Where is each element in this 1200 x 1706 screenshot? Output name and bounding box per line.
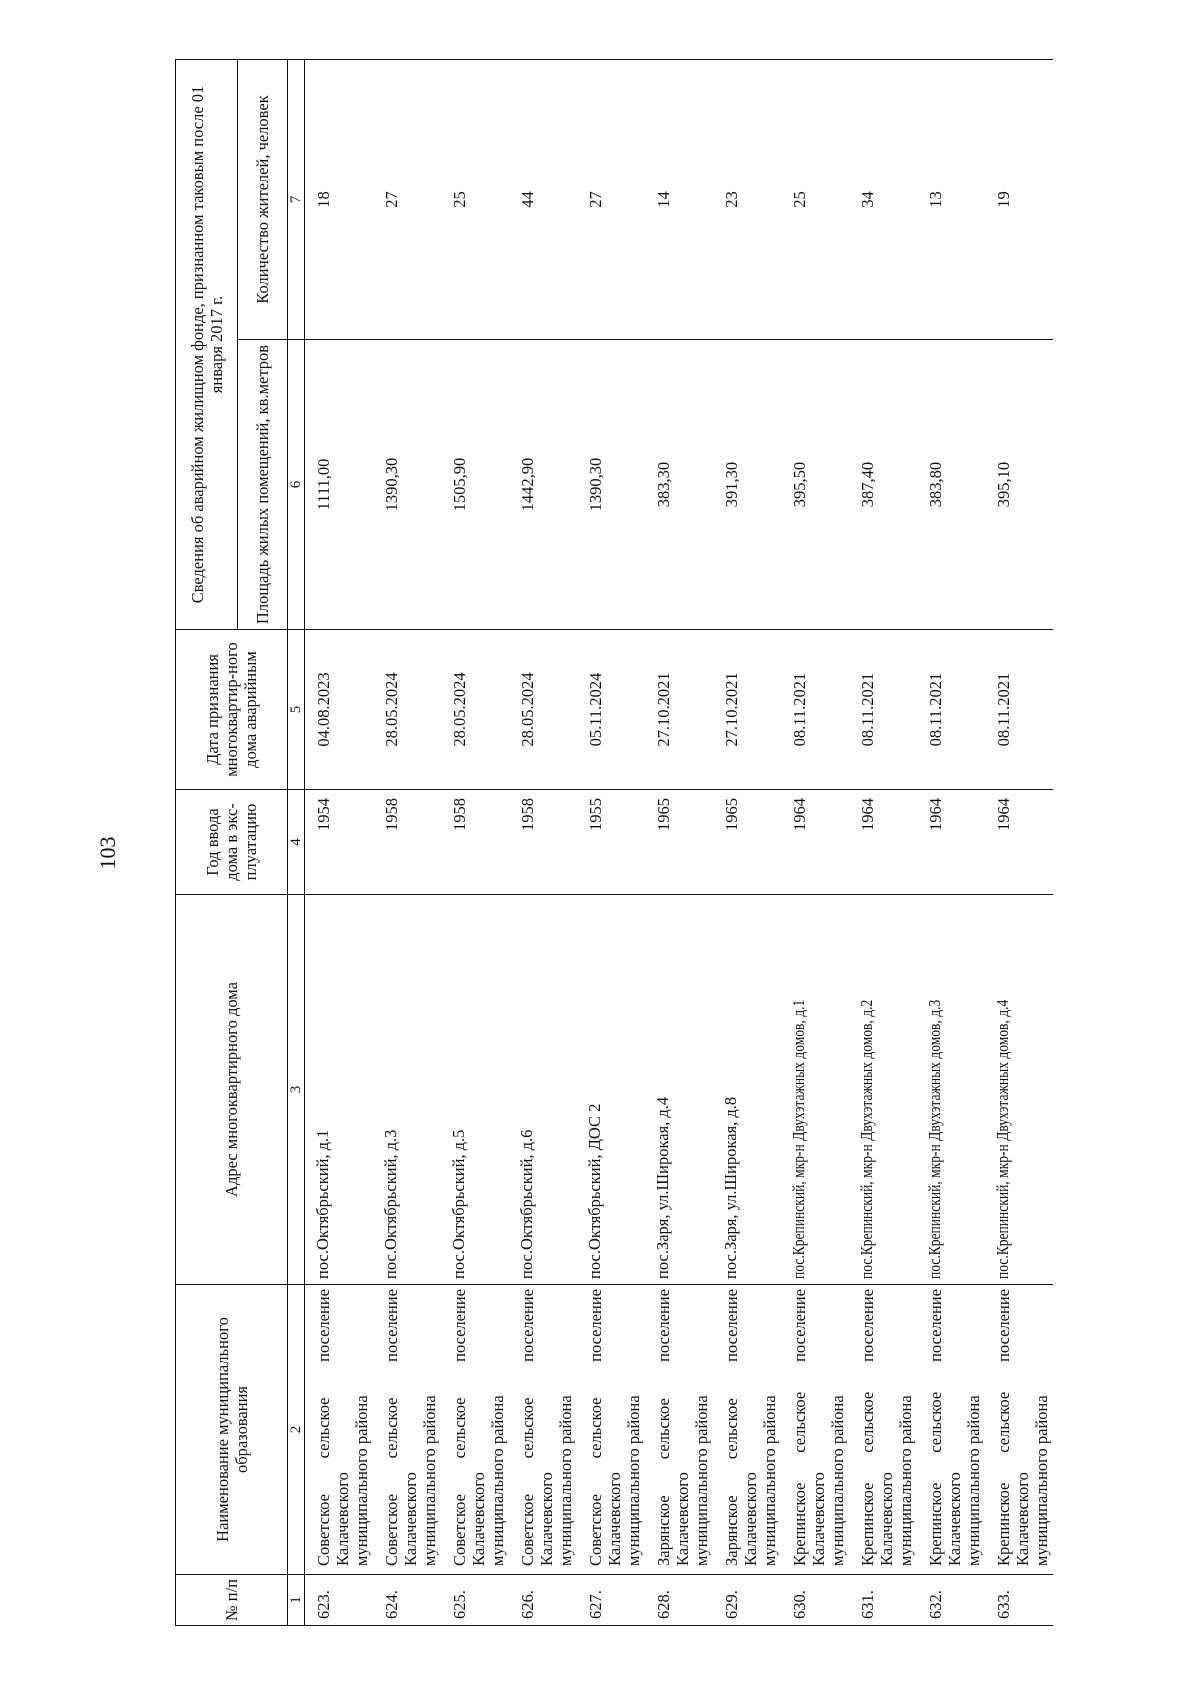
date-cell: 27.10.2021	[645, 630, 713, 790]
municipality-name: Крепинское сельское поселение Калачевского	[789, 1289, 828, 1566]
municipality-cell	[509, 1285, 577, 1575]
people-cell: 27	[577, 60, 645, 340]
municipality-cell	[373, 1285, 441, 1575]
date-cell: 27.10.2021	[713, 630, 781, 790]
address-cell	[305, 895, 373, 1285]
row-number: 624.	[373, 1575, 441, 1626]
table-row	[373, 60, 441, 1626]
table-row	[441, 60, 509, 1626]
table-row	[577, 60, 645, 1626]
row-number: 629.	[713, 1575, 781, 1626]
area-cell: 391,30	[713, 340, 781, 630]
municipality-cell	[849, 1285, 917, 1575]
municipality-cell	[577, 1285, 645, 1575]
row-number: 623.	[305, 1575, 373, 1626]
date-cell: 08.11.2021	[985, 630, 1053, 790]
row-number: 633.	[985, 1575, 1053, 1626]
municipality-district: муниципального района	[352, 1395, 371, 1566]
header-group: Сведения об аварийном жилищном фонде, признанном таковым после 01 января 2017 г.	[176, 60, 238, 630]
row-number: 630.	[781, 1575, 849, 1626]
year-cell: 1964	[917, 790, 985, 895]
page-number: 103	[95, 836, 120, 870]
column-number: 6	[288, 340, 305, 630]
table-row	[713, 60, 781, 1626]
municipality-district: муниципального района	[895, 1395, 915, 1566]
people-cell: 18	[305, 60, 373, 340]
municipality-name: Советское сельское поселение Калачевского	[449, 1289, 488, 1566]
municipality-district: муниципального района	[963, 1395, 983, 1566]
row-number: 632.	[917, 1575, 985, 1626]
date-cell: 28.05.2024	[509, 630, 577, 790]
year-cell: 1964	[849, 790, 917, 895]
municipality-district: муниципального района	[691, 1395, 711, 1566]
header-address: Адрес многоквартирного дома	[176, 895, 288, 1285]
area-cell: 1390,30	[577, 340, 645, 630]
municipality-district: муниципального района	[419, 1395, 439, 1566]
address-text: пос.Октябрьский, ДОС 2	[584, 1103, 604, 1279]
area-cell: 395,10	[985, 340, 1053, 630]
municipality-district: муниципального района	[759, 1395, 779, 1566]
municipality-cell	[917, 1285, 985, 1575]
address-cell	[917, 895, 985, 1285]
municipality-name: Зарянское сельское поселение Калачевского	[721, 1289, 760, 1566]
municipality-cell	[781, 1285, 849, 1575]
address-cell	[713, 895, 781, 1285]
address-cell	[373, 895, 441, 1285]
year-cell: 1958	[441, 790, 509, 895]
area-cell: 1442,90	[509, 340, 577, 630]
address-text: пос.Крепинский, мкр-н Двухэтажных домов, д.4	[992, 999, 1012, 1279]
column-number: 7	[288, 60, 305, 340]
date-cell: 28.05.2024	[373, 630, 441, 790]
address-text: пос.Октябрьский, д.3	[380, 1129, 400, 1279]
municipality-cell	[713, 1285, 781, 1575]
year-cell: 1964	[985, 790, 1053, 895]
year-cell: 1955	[577, 790, 645, 895]
municipality-cell	[645, 1285, 713, 1575]
emergency-housing-table	[175, 59, 1053, 1626]
people-cell: 25	[781, 60, 849, 340]
municipality-name: Советское сельское поселение Калачевского	[585, 1289, 624, 1566]
address-cell	[985, 895, 1053, 1285]
date-cell: 28.05.2024	[441, 630, 509, 790]
municipality-cell	[441, 1285, 509, 1575]
area-cell: 383,30	[645, 340, 713, 630]
address-text: пос.Октябрьский, д.5	[448, 1129, 468, 1279]
municipality-district: муниципального района	[487, 1395, 507, 1566]
area-cell: 1505,90	[441, 340, 509, 630]
municipality-cell	[985, 1285, 1053, 1575]
people-cell: 44	[509, 60, 577, 340]
column-number: 2	[288, 1285, 305, 1575]
address-cell	[577, 895, 645, 1285]
municipality-district: муниципального района	[827, 1395, 847, 1566]
header-number: № п/п	[176, 1575, 288, 1626]
address-text: пос.Заря, ул.Широкая, д.4	[652, 1096, 672, 1279]
header-year: Год ввода дома в экс-плуатацию	[176, 790, 288, 895]
table-body	[305, 60, 1053, 1626]
year-cell: 1954	[305, 790, 373, 895]
municipality-district: муниципального района	[623, 1395, 643, 1566]
column-number-row	[288, 60, 305, 1626]
people-cell: 14	[645, 60, 713, 340]
year-cell: 1964	[781, 790, 849, 895]
table-row	[305, 60, 373, 1626]
area-cell: 383,80	[917, 340, 985, 630]
people-cell: 23	[713, 60, 781, 340]
table-row	[985, 60, 1053, 1626]
row-number: 631.	[849, 1575, 917, 1626]
area-cell: 387,40	[849, 340, 917, 630]
column-number: 4	[288, 790, 305, 895]
address-text: пос.Заря, ул.Широкая, д.8	[720, 1096, 740, 1279]
year-cell: 1965	[713, 790, 781, 895]
table-row	[849, 60, 917, 1626]
table-row	[917, 60, 985, 1626]
column-number: 5	[288, 630, 305, 790]
header-municipality: Наименование муниципального образования	[176, 1285, 288, 1575]
address-cell	[781, 895, 849, 1285]
people-cell: 27	[373, 60, 441, 340]
row-number: 626.	[509, 1575, 577, 1626]
municipality-name: Крепинское сельское поселение Калачевского	[925, 1289, 964, 1566]
date-cell: 08.11.2021	[781, 630, 849, 790]
people-cell: 34	[849, 60, 917, 340]
address-cell	[441, 895, 509, 1285]
date-cell: 08.11.2021	[917, 630, 985, 790]
municipality-name: Зарянское сельское поселение Калачевского	[653, 1289, 692, 1566]
table-row	[645, 60, 713, 1626]
municipality-district: муниципального района	[1031, 1395, 1051, 1566]
address-text: пос.Октябрьский, д.1	[313, 1129, 332, 1279]
address-cell	[645, 895, 713, 1285]
column-number: 1	[288, 1575, 305, 1626]
table-row	[509, 60, 577, 1626]
address-cell	[509, 895, 577, 1285]
people-cell: 25	[441, 60, 509, 340]
address-text: пос.Октябрьский, д.6	[516, 1129, 536, 1279]
header-date: Дата признания многоквартир-ного дома аварийным	[176, 630, 288, 790]
address-text: пос.Крепинский, мкр-н Двухэтажных домов, д.3	[924, 999, 944, 1279]
address-text: пос.Крепинский, мкр-н Двухэтажных домов, д.2	[856, 999, 876, 1279]
row-number: 625.	[441, 1575, 509, 1626]
date-cell: 05.11.2024	[577, 630, 645, 790]
table-row	[781, 60, 849, 1626]
address-text: пос.Крепинский, мкр-н Двухэтажных домов, д.1	[788, 999, 808, 1279]
rotated-table-region	[175, 60, 1200, 1626]
municipality-name: Советское сельское поселение Калачевского	[314, 1289, 352, 1566]
municipality-name: Крепинское сельское поселение Калачевского	[857, 1289, 896, 1566]
municipality-name: Советское сельское поселение Калачевского	[517, 1289, 556, 1566]
municipality-name: Советское сельское поселение Калачевского	[381, 1289, 420, 1566]
municipality-name: Крепинское сельское поселение Калачевского	[993, 1289, 1032, 1566]
municipality-district: муниципального района	[555, 1395, 575, 1566]
header-area: Площадь жилых помещений, кв.метров	[238, 340, 288, 630]
date-cell: 08.11.2021	[849, 630, 917, 790]
year-cell: 1958	[509, 790, 577, 895]
people-cell: 13	[917, 60, 985, 340]
date-cell: 04.08.2023	[305, 630, 373, 790]
row-number: 627.	[577, 1575, 645, 1626]
table-header	[176, 60, 305, 1626]
year-cell: 1958	[373, 790, 441, 895]
year-cell: 1965	[645, 790, 713, 895]
area-cell: 1390,30	[373, 340, 441, 630]
address-cell	[849, 895, 917, 1285]
area-cell: 1111,00	[305, 340, 373, 630]
header-people: Количество жителей, человек	[238, 60, 288, 340]
people-cell: 19	[985, 60, 1053, 340]
municipality-cell	[305, 1285, 373, 1575]
column-number: 3	[288, 895, 305, 1285]
row-number: 628.	[645, 1575, 713, 1626]
area-cell: 395,50	[781, 340, 849, 630]
